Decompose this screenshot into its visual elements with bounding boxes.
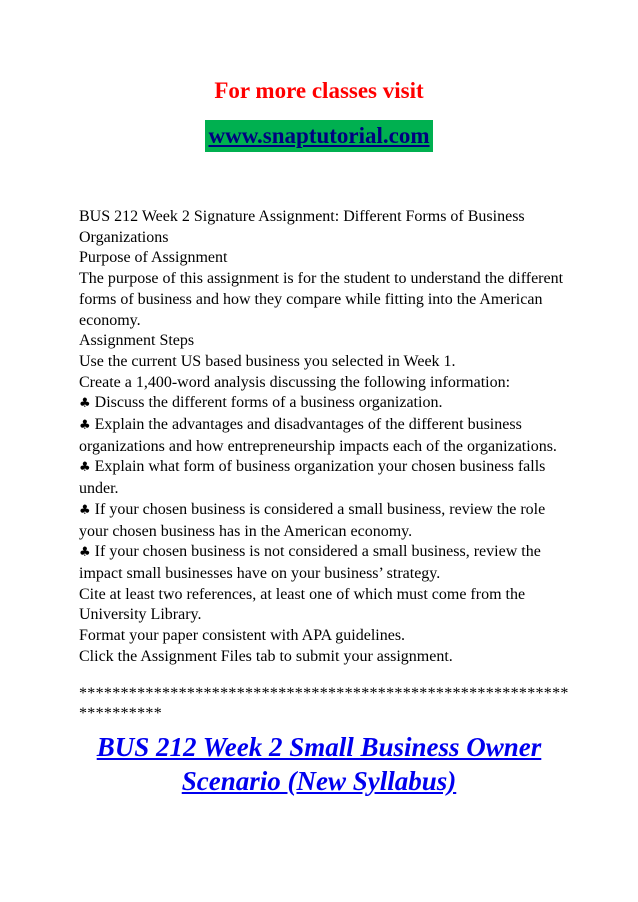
club-bullet-icon: ♣ [79,545,91,561]
bullet-item [79,500,569,542]
closing-line: Click the Assignment Files tab to submit your assignment. [79,647,453,665]
closing-line: Format your paper consistent with APA guidelines. [79,627,406,645]
step-intro: Create a 1,400-word analysis discussing the following information: [79,373,511,391]
club-bullet-icon: ♣ [79,418,91,434]
bullet-text: Explain the advantages and disadvantages of the different business organizations and how entrepreneurship impacts each of the organizations. [79,416,557,455]
promo-link-container [0,120,638,155]
purpose-text: The purpose of this assignment is for the student to understand the different forms of business and how they compare while fitting into the American economy. [79,270,564,329]
promo-link[interactable]: www.snaptutorial.com [205,120,432,152]
star-separator: ********************************************************************* [79,685,569,722]
bullet-text: Discuss the different forms of a business organization. [94,394,443,412]
club-bullet-icon: ♣ [79,502,91,518]
bullet-item [79,393,569,415]
bullet-item [79,542,569,584]
closing-line: Cite at least two references, at least one of which must come from the University Library. [79,585,526,624]
bullet-text: If your chosen business is considered a small business, review the role your chosen business has in the American economy. [79,500,546,540]
assignment-body [79,207,569,667]
assignment-title: BUS 212 Week 2 Signature Assignment: Different Forms of Business Organizations [79,208,525,246]
next-assignment-link[interactable]: BUS 212 Week 2 Small Business Owner Scenario (New Syllabus) [96,732,542,796]
bullet-text: If your chosen business is not considered a small business, review the impact small businesses have on your business’ strategy. [79,543,541,582]
purpose-heading: Purpose of Assignment [79,249,228,267]
bullet-item [79,457,569,499]
club-bullet-icon: ♣ [79,396,91,412]
bullet-item [79,415,569,457]
bullet-text: Explain what form of business organization your chosen business falls under. [79,458,546,498]
step-intro: Use the current US based business you selected in Week 1. [79,352,456,370]
club-bullet-icon: ♣ [79,460,91,476]
promo-title: For more classes visit [214,78,424,103]
steps-heading: Assignment Steps [79,332,195,350]
